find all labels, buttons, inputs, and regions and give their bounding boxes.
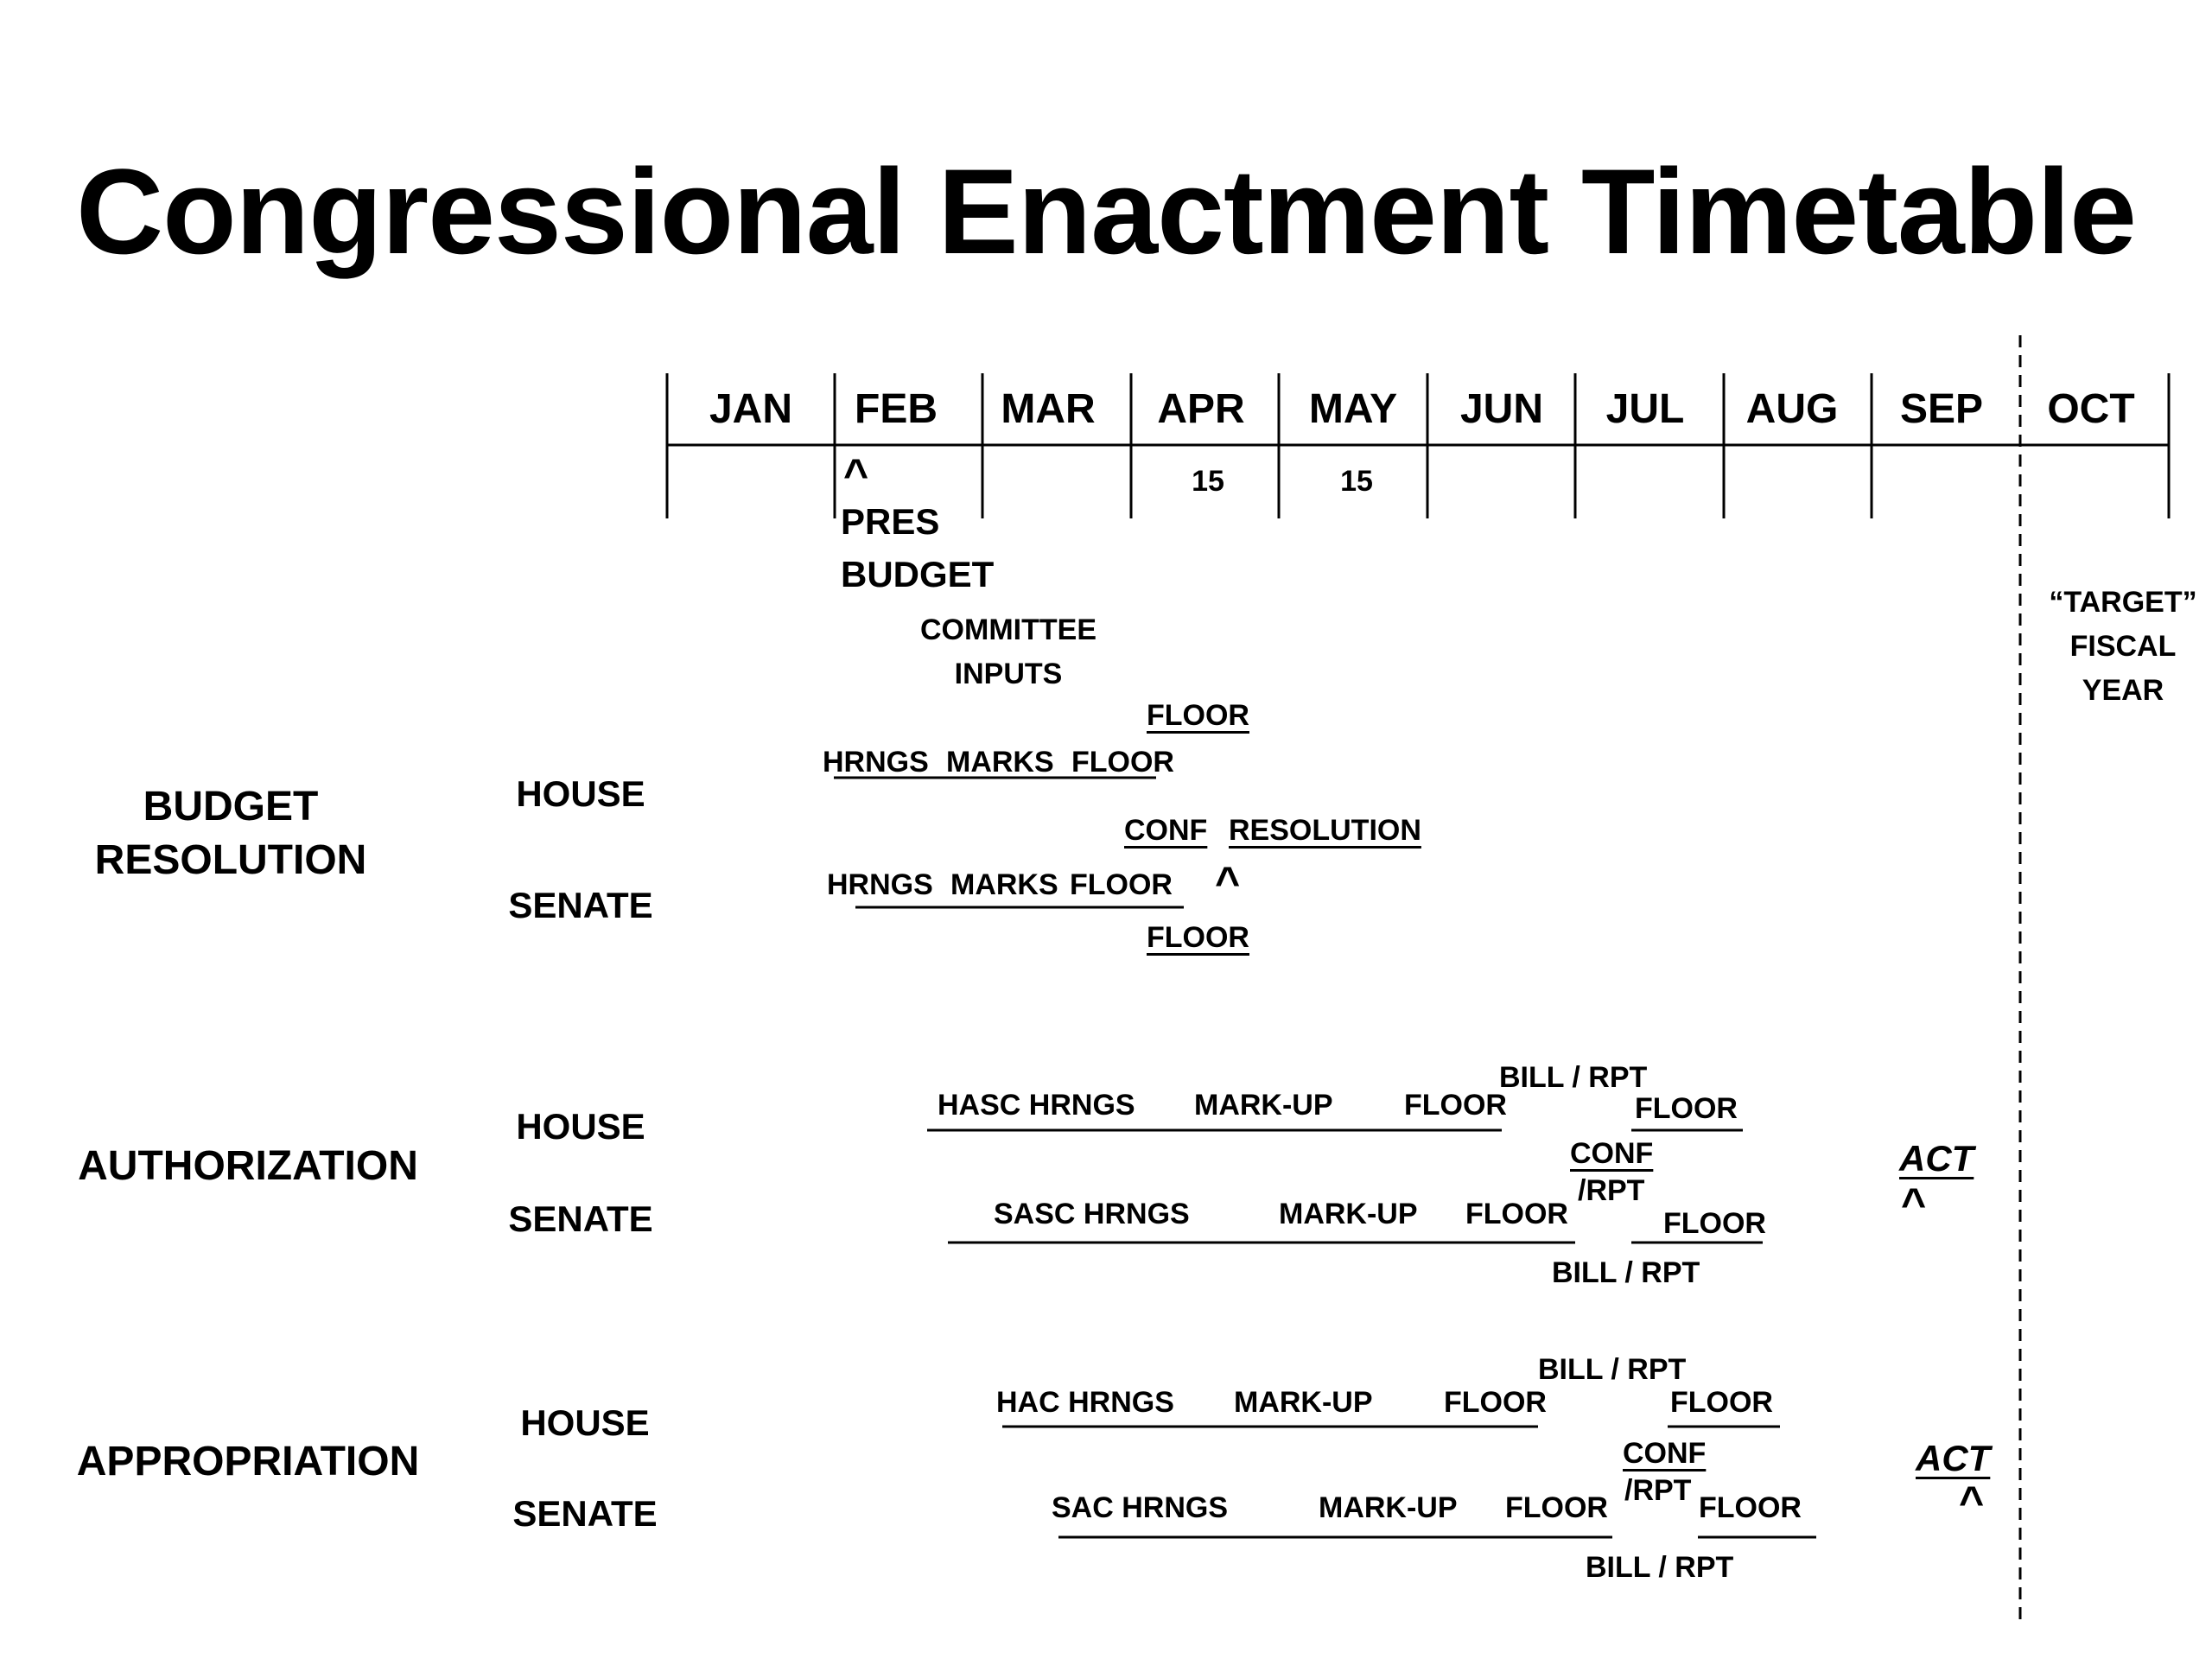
approp-senate-label: SENATE [512,1493,658,1534]
approp-house-hrngs: HAC HRNGS [996,1386,1174,1419]
auth-senate-markup: MARK-UP [1279,1198,1418,1230]
auth-senate-label: SENATE [508,1198,653,1239]
month-label: APR [1157,386,1245,432]
budget-house-floor-top: FLOOR [1147,699,1249,732]
month-label: JAN [709,386,793,432]
budget-senate-floor-bottom: FLOOR [1147,921,1249,954]
month-label: OCT [2047,386,2135,432]
budget-senate-marks: MARKS [950,868,1058,901]
approp-house-label: HOUSE [520,1402,650,1443]
budget-resolution-label: BUDGET [143,784,319,830]
approp-conf-label: CONF [1623,1437,1707,1470]
auth-senate-floor: FLOOR [1465,1198,1568,1230]
auth-act-caret: ^ [1901,1179,1927,1228]
approp-house-floor: FLOOR [1444,1386,1547,1419]
auth-conf-label: CONF [1570,1137,1654,1170]
approp-house-floor2: FLOOR [1670,1386,1773,1419]
target-fiscal-year-label: YEAR [2082,674,2164,707]
approp-act-label: ACT [1916,1438,1991,1478]
auth-senate-bill-rpt: BILL / RPT [1552,1256,1700,1289]
approp-senate-floor2: FLOOR [1699,1491,1802,1524]
target-fiscal-year-label: “TARGET” [2049,586,2197,619]
pres-budget-label: BUDGET [841,554,995,594]
month-label: JUN [1459,386,1544,432]
month-label: MAY [1308,386,1398,432]
pres-budget-caret: ^ [843,450,869,499]
auth-house-markup: MARK-UP [1194,1089,1333,1122]
budget-senate-floor: FLOOR [1070,868,1173,901]
budget-senate-label: SENATE [508,885,653,925]
budget-caret: ^ [1215,858,1241,906]
month-label: AUG [1745,386,1839,432]
committee-inputs-label: COMMITTEE [920,613,1096,646]
authorization-label: AUTHORIZATION [78,1143,418,1189]
auth-house-hrngs: HASC HRNGS [938,1089,1135,1122]
target-fiscal-year-label: FISCAL [2069,630,2177,663]
auth-house-bill-rpt: BILL / RPT [1499,1061,1648,1094]
month-label: JUL [1605,386,1685,432]
approp-house-markup: MARK-UP [1234,1386,1373,1419]
budget-resolution-result: RESOLUTION [1229,814,1421,847]
appropriation-label: APPROPRIATION [76,1439,420,1484]
budget-conf-label: CONF [1124,814,1208,847]
month-label: SEP [1899,386,1984,432]
approp-senate-bill-rpt: BILL / RPT [1586,1551,1734,1584]
auth-house-floor2: FLOOR [1635,1092,1738,1125]
approp-conf-rpt: /RPT [1624,1474,1692,1507]
auth-house-floor: FLOOR [1404,1089,1507,1122]
auth-conf-rpt: /RPT [1578,1174,1645,1207]
budget-house-marks: MARKS [946,746,1054,779]
auth-act-label: ACT [1899,1138,1974,1179]
budget-house-floor: FLOOR [1071,746,1174,779]
page-title: Congressional Enactment Timetable [76,143,2136,279]
budget-resolution-label: RESOLUTION [94,837,367,883]
approp-senate-floor: FLOOR [1505,1491,1608,1524]
apr-day-marker: 15 [1192,465,1224,498]
budget-senate-hrngs: HRNGS [827,868,933,901]
budget-house-label: HOUSE [516,773,645,814]
month-label: MAR [1001,386,1096,432]
auth-house-label: HOUSE [516,1106,645,1147]
approp-act-caret: ^ [1959,1478,1985,1526]
auth-senate-floor2: FLOOR [1663,1207,1766,1240]
auth-senate-hrngs: SASC HRNGS [994,1198,1190,1230]
approp-senate-hrngs: SAC HRNGS [1052,1491,1229,1524]
may-day-marker: 15 [1340,465,1373,498]
approp-senate-markup: MARK-UP [1319,1491,1458,1524]
approp-house-bill-rpt: BILL / RPT [1538,1353,1687,1386]
committee-inputs-label: INPUTS [954,658,1063,690]
pres-budget-label: PRES [841,501,940,542]
month-label: FEB [855,386,938,432]
budget-house-hrngs: HRNGS [823,746,929,779]
